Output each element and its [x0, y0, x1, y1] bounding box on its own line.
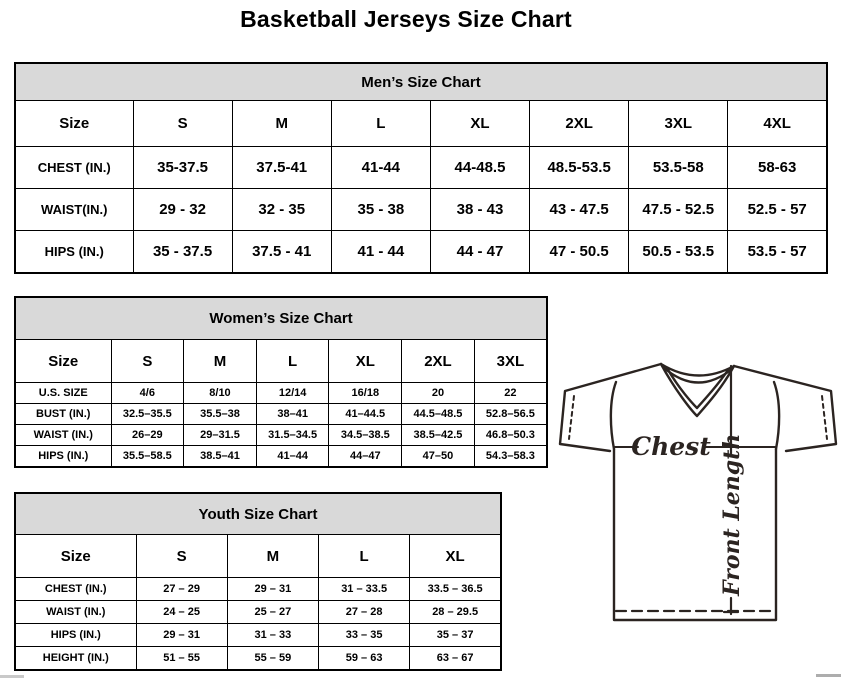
scrollbar-fragment-left [0, 675, 24, 678]
youth-cell: 28 – 29.5 [410, 601, 501, 624]
sleeve-cuff-dashed-left [569, 396, 574, 439]
mens-table-title: Men’s Size Chart [15, 63, 827, 101]
mens-cell: 41 - 44 [331, 231, 430, 274]
youth-cell: 31 – 33 [227, 624, 318, 647]
jersey-body [614, 449, 776, 620]
mens-cell: 50.5 - 53.5 [629, 231, 728, 274]
mens-cell: 35 - 38 [331, 189, 430, 231]
youth-size-label: Size [15, 535, 136, 578]
womens-cell: 16/18 [329, 383, 402, 404]
mens-cell: 44 - 47 [430, 231, 529, 274]
womens-cell: 20 [402, 383, 475, 404]
womens-column-header: 3XL [474, 340, 547, 383]
youth-cell: 25 – 27 [227, 601, 318, 624]
womens-cell: 38–41 [256, 404, 329, 425]
mens-cell: 44-48.5 [430, 147, 529, 189]
mens-size-label: Size [15, 101, 133, 147]
mens-cell: 37.5-41 [232, 147, 331, 189]
jersey-outline [734, 366, 836, 451]
mens-table-row [15, 231, 827, 274]
mens-cell: 37.5 - 41 [232, 231, 331, 274]
womens-cell: 4/6 [111, 383, 184, 404]
youth-table-row [15, 601, 501, 624]
womens-row-label: HIPS (IN.) [15, 446, 111, 468]
womens-cell: 22 [474, 383, 547, 404]
womens-cell: 44–47 [329, 446, 402, 468]
womens-size-header-row [15, 340, 547, 383]
womens-cell: 54.3–58.3 [474, 446, 547, 468]
womens-size-table [14, 296, 548, 468]
mens-table-row [15, 147, 827, 189]
mens-cell: 35-37.5 [133, 147, 232, 189]
womens-row-label: BUST (IN.) [15, 404, 111, 425]
mens-cell: 53.5 - 57 [728, 231, 827, 274]
womens-cell: 44.5–48.5 [402, 404, 475, 425]
youth-column-header: M [227, 535, 318, 578]
womens-size-label: Size [15, 340, 111, 383]
youth-size-header-row [15, 535, 501, 578]
youth-row-label: WAIST (IN.) [15, 601, 136, 624]
mens-column-header: 2XL [530, 101, 629, 147]
page-title: Basketball Jerseys Size Chart [240, 6, 572, 32]
youth-cell: 31 – 33.5 [319, 578, 410, 601]
mens-cell: 58-63 [728, 147, 827, 189]
youth-cell: 27 – 29 [136, 578, 227, 601]
mens-cell: 52.5 - 57 [728, 189, 827, 231]
youth-cell: 63 – 67 [410, 647, 501, 671]
womens-cell: 41–44.5 [329, 404, 402, 425]
womens-cell: 47–50 [402, 446, 475, 468]
womens-row-label: U.S. SIZE [15, 383, 111, 404]
youth-cell: 29 – 31 [227, 578, 318, 601]
youth-cell: 55 – 59 [227, 647, 318, 671]
womens-column-header: M [184, 340, 257, 383]
youth-cell: 59 – 63 [319, 647, 410, 671]
youth-table-title: Youth Size Chart [15, 493, 501, 535]
jersey-measurement-diagram [553, 356, 843, 671]
youth-column-header: XL [410, 535, 501, 578]
chest-label: Chest [631, 432, 711, 461]
womens-row-label: WAIST (IN.) [15, 425, 111, 446]
mens-cell: 32 - 35 [232, 189, 331, 231]
womens-cell: 35.5–58.5 [111, 446, 184, 468]
front-length-label: Front Length [719, 433, 745, 596]
mens-cell: 35 - 37.5 [133, 231, 232, 274]
mens-cell: 47 - 50.5 [530, 231, 629, 274]
womens-cell: 31.5–34.5 [256, 425, 329, 446]
youth-row-label: CHEST (IN.) [15, 578, 136, 601]
mens-size-table [14, 62, 828, 274]
mens-column-header: 4XL [728, 101, 827, 147]
mens-cell: 48.5-53.5 [530, 147, 629, 189]
mens-cell: 38 - 43 [430, 189, 529, 231]
mens-column-header: XL [430, 101, 529, 147]
womens-table-row [15, 404, 547, 425]
womens-cell: 32.5–35.5 [111, 404, 184, 425]
youth-column-header: L [319, 535, 410, 578]
mens-row-label: HIPS (IN.) [15, 231, 133, 274]
scrollbar-fragment-right [816, 674, 841, 677]
youth-row-label: HIPS (IN.) [15, 624, 136, 647]
youth-cell: 51 – 55 [136, 647, 227, 671]
womens-table-title: Women’s Size Chart [15, 297, 547, 340]
mens-column-header: 3XL [629, 101, 728, 147]
jersey-sleeve-seam-right [774, 382, 779, 449]
mens-cell: 29 - 32 [133, 189, 232, 231]
youth-cell: 33.5 – 36.5 [410, 578, 501, 601]
mens-table-row [15, 189, 827, 231]
womens-cell: 52.8–56.5 [474, 404, 547, 425]
youth-cell: 33 – 35 [319, 624, 410, 647]
mens-cell: 53.5-58 [629, 147, 728, 189]
youth-table-row [15, 647, 501, 671]
womens-column-header: XL [329, 340, 402, 383]
mens-row-label: WAIST(IN.) [15, 189, 133, 231]
youth-cell: 27 – 28 [319, 601, 410, 624]
womens-cell: 26–29 [111, 425, 184, 446]
youth-row-label: HEIGHT (IN.) [15, 647, 136, 671]
youth-size-table [14, 492, 502, 671]
youth-table-row [15, 578, 501, 601]
womens-cell: 8/10 [184, 383, 257, 404]
womens-table-row [15, 425, 547, 446]
womens-cell: 12/14 [256, 383, 329, 404]
womens-column-header: L [256, 340, 329, 383]
mens-row-label: CHEST (IN.) [15, 147, 133, 189]
mens-cell: 47.5 - 52.5 [629, 189, 728, 231]
youth-cell: 29 – 31 [136, 624, 227, 647]
youth-cell: 35 – 37 [410, 624, 501, 647]
mens-column-header: S [133, 101, 232, 147]
youth-column-header: S [136, 535, 227, 578]
mens-cell: 41-44 [331, 147, 430, 189]
womens-column-header: 2XL [402, 340, 475, 383]
mens-size-header-row [15, 101, 827, 147]
womens-cell: 35.5–38 [184, 404, 257, 425]
womens-cell: 41–44 [256, 446, 329, 468]
womens-cell: 34.5–38.5 [329, 425, 402, 446]
womens-cell: 38.5–41 [184, 446, 257, 468]
womens-cell: 46.8–50.3 [474, 425, 547, 446]
womens-table-row [15, 383, 547, 404]
mens-cell: 43 - 47.5 [530, 189, 629, 231]
womens-column-header: S [111, 340, 184, 383]
youth-cell: 24 – 25 [136, 601, 227, 624]
womens-cell: 38.5–42.5 [402, 425, 475, 446]
mens-column-header: M [232, 101, 331, 147]
womens-table-row [15, 446, 547, 468]
youth-table-row [15, 624, 501, 647]
mens-column-header: L [331, 101, 430, 147]
sleeve-cuff-dashed-right [822, 396, 827, 439]
womens-cell: 29–31.5 [184, 425, 257, 446]
jersey-sleeve-seam-left [611, 382, 616, 449]
